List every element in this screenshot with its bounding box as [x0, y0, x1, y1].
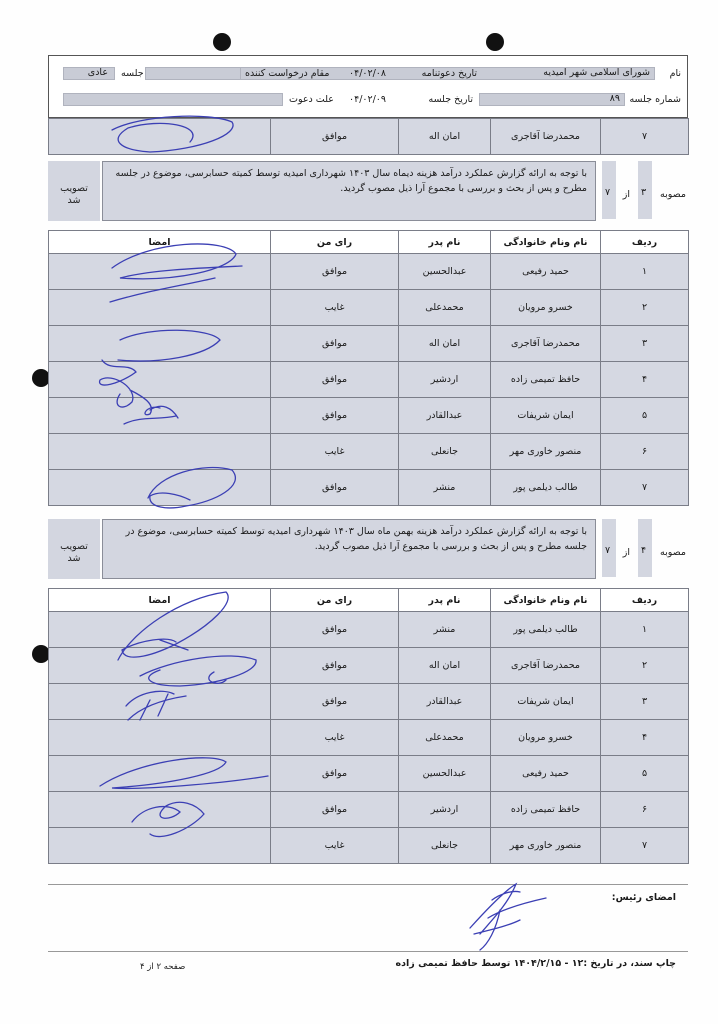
father-cell: جانعلی	[399, 434, 491, 470]
name-cell: محمدرضا آقاجری	[491, 326, 601, 362]
signature-cell	[49, 612, 271, 648]
table-row	[49, 828, 689, 864]
name-cell: محمدرضا آقاجری	[491, 119, 601, 155]
table-row	[49, 470, 689, 506]
row-number-cell: ۳	[601, 326, 689, 362]
signature-cell	[49, 398, 271, 434]
vote-cell: موافق	[271, 792, 399, 828]
father-cell: امان اله	[399, 326, 491, 362]
col-vote: رای من	[271, 589, 399, 612]
table-row	[49, 720, 689, 756]
table-header-row	[49, 589, 689, 612]
col-name: نام ونام خانوادگی	[491, 589, 601, 612]
resolution-num-box	[638, 519, 652, 577]
session-type-field	[63, 67, 115, 80]
resolution-status	[48, 161, 100, 221]
vote-cell: موافق	[271, 684, 399, 720]
table-row	[49, 756, 689, 792]
vote-cell: موافق	[271, 756, 399, 792]
council-name: شورای اسلامی شهر امیدیه	[543, 67, 650, 78]
father-cell: اردشیر	[399, 362, 491, 398]
vote-cell: موافق	[271, 362, 399, 398]
votes-table-1	[48, 230, 689, 506]
col-signature: امضا	[49, 231, 271, 254]
name-cell: منصور خاوری مهر	[491, 828, 601, 864]
father-cell: منشر	[399, 612, 491, 648]
name-cell: محمدرضا آقاجری	[491, 648, 601, 684]
resolution-of-label: از	[622, 547, 630, 558]
table-row	[49, 612, 689, 648]
signature-cell	[49, 362, 271, 398]
resolution-total-box	[602, 161, 616, 219]
name-cell: ایمان شریفات	[491, 684, 601, 720]
father-cell: محمدعلی	[399, 290, 491, 326]
signature-cell	[49, 434, 271, 470]
signature-cell	[49, 254, 271, 290]
resolution-block	[48, 515, 688, 583]
page-label: صفحه ۲ از ۴	[140, 962, 186, 972]
table-row	[49, 434, 689, 470]
resolution-total-box	[602, 519, 616, 577]
session-label: جلسه	[121, 68, 144, 79]
vote-cell: موافق	[271, 326, 399, 362]
row-number-cell: ۲	[601, 648, 689, 684]
table-header-row	[49, 231, 689, 254]
signature-cell	[49, 828, 271, 864]
name-cell: طالب دیلمی پور	[491, 612, 601, 648]
vote-cell: موافق	[271, 470, 399, 506]
name-cell: طالب دیلمی پور	[491, 470, 601, 506]
session-no: ۸۹	[609, 93, 620, 104]
resolution-number-area	[634, 157, 688, 225]
table-row	[49, 119, 689, 155]
row-number-cell: ۲	[601, 290, 689, 326]
father-cell: امان اله	[399, 648, 491, 684]
session-date: ۰۴/۰۲/۰۹	[349, 94, 387, 105]
father-cell: عبدالقادر	[399, 684, 491, 720]
vote-cell: موافق	[271, 254, 399, 290]
signature-cell	[49, 290, 271, 326]
print-line: چاپ سند، در تاریخ :۱۲ - ۱۴۰۴/۲/۱۵ توسط حافظ تمیمی زاده	[395, 958, 676, 969]
row-number-cell: ۶	[601, 434, 689, 470]
name-cell: حمید رفیعی	[491, 756, 601, 792]
father-cell: عبدالحسین	[399, 254, 491, 290]
resolution-text	[102, 161, 596, 221]
name-cell: ایمان شریفات	[491, 398, 601, 434]
table-row	[49, 362, 689, 398]
signature-cell	[49, 684, 271, 720]
table-row	[49, 326, 689, 362]
resolution-num-box	[638, 161, 652, 219]
row-number-cell: ۵	[601, 756, 689, 792]
col-name: نام ونام خانوادگی	[491, 231, 601, 254]
row-number-cell: ۳	[601, 684, 689, 720]
invite-date-label: تاریخ دعوتنامه	[421, 68, 477, 79]
session-no-label: شماره جلسه	[629, 94, 681, 105]
resolution-text	[102, 519, 596, 579]
invite-date: ۰۴/۰۲/۰۸	[349, 68, 387, 79]
resolution-label: مصوبه	[660, 547, 686, 558]
session-no-field	[479, 93, 625, 106]
punch-hole	[486, 33, 504, 51]
table-row	[49, 792, 689, 828]
vote-cell: موافق	[271, 648, 399, 684]
row-number-cell: ۶	[601, 792, 689, 828]
signature-cell	[49, 720, 271, 756]
vote-cell: موافق	[271, 398, 399, 434]
row-number-cell: ۷	[601, 828, 689, 864]
divider	[48, 951, 688, 952]
father-cell: جانعلی	[399, 828, 491, 864]
reason-label: علت دعوت	[289, 94, 334, 105]
col-father: نام پدر	[399, 589, 491, 612]
resolution-total: ۷	[605, 545, 611, 556]
table-row	[49, 398, 689, 434]
name-cell: خسرو مرویان	[491, 290, 601, 326]
divider	[48, 884, 688, 885]
vote-cell: غایب	[271, 720, 399, 756]
col-vote: رای من	[271, 231, 399, 254]
signature-cell	[49, 792, 271, 828]
resolution-status	[48, 519, 100, 579]
row-number-cell: ۱	[601, 612, 689, 648]
resolution-label: مصوبه	[660, 189, 686, 200]
top-continuation-table	[48, 118, 689, 155]
col-row: ردیف	[601, 589, 689, 612]
father-cell: منشر	[399, 470, 491, 506]
resolution-number: ۳	[641, 187, 647, 198]
row-number-cell: ۴	[601, 720, 689, 756]
name-cell: حافظ تمیمی زاده	[491, 792, 601, 828]
father-cell: عبدالقادر	[399, 398, 491, 434]
signature-cell	[49, 119, 271, 155]
row-number-cell: ۴	[601, 362, 689, 398]
table-row	[49, 254, 689, 290]
signature-cell	[49, 326, 271, 362]
vote-cell: غایب	[271, 828, 399, 864]
row-number-cell: ۱	[601, 254, 689, 290]
session-type: عادی	[87, 67, 108, 78]
resolution-text-content: با توجه به ارائه گزارش عملکرد درآمد هزینه دیماه سال ۱۴۰۳ شهرداری امیدیه توسط کمیته حسابرسی، موضوع در جلسه مطرح و پس از بحث و بررسی با مجموع آرا ذیل مصوب گردید.	[115, 168, 587, 194]
vote-cell: موافق	[271, 119, 399, 155]
reason-field	[63, 93, 283, 106]
session-header	[48, 55, 688, 118]
vote-cell: موافق	[271, 612, 399, 648]
table-row	[49, 648, 689, 684]
name-cell: حمید رفیعی	[491, 254, 601, 290]
vote-cell: غایب	[271, 434, 399, 470]
father-cell: عبدالحسین	[399, 756, 491, 792]
status-text: تصویب شد	[60, 183, 88, 206]
session-date-label: تاریخ جلسه	[428, 94, 473, 105]
table-row	[49, 684, 689, 720]
row-number-cell: ۵	[601, 398, 689, 434]
requester-label: مقام درخواست کننده	[245, 68, 330, 79]
chair-signature-label: امضای رئیس:	[611, 892, 676, 903]
table-row	[49, 290, 689, 326]
father-cell: اردشیر	[399, 792, 491, 828]
requester-field	[145, 67, 241, 80]
father-cell: امان اله	[399, 119, 491, 155]
votes-table-2	[48, 588, 689, 864]
col-signature: امضا	[49, 589, 271, 612]
resolution-block	[48, 157, 688, 225]
signature-cell	[49, 470, 271, 506]
vote-cell: غایب	[271, 290, 399, 326]
signature-cell	[49, 756, 271, 792]
resolution-number: ۴	[641, 545, 647, 556]
council-label: نام	[669, 68, 681, 79]
resolution-text-content: با توجه به ارائه گزارش عملکرد درآمد هزینه بهمن ماه سال ۱۴۰۳ شهرداری امیدیه توسط کمیته حسابرسی، موضوع در جلسه مطرح و پس از بحث و بررسی با مجموع آرا ذیل مصوب گردید.	[125, 526, 587, 552]
name-cell: منصور خاوری مهر	[491, 434, 601, 470]
status-text: تصویب شد	[60, 541, 88, 564]
resolution-total: ۷	[605, 187, 611, 198]
resolution-number-area	[634, 515, 688, 583]
resolution-of-label: از	[622, 189, 630, 200]
row-number-cell: ۷	[601, 119, 689, 155]
father-cell: محمدعلی	[399, 720, 491, 756]
name-cell: خسرو مرویان	[491, 720, 601, 756]
col-row: ردیف	[601, 231, 689, 254]
col-father: نام پدر	[399, 231, 491, 254]
name-cell: حافظ تمیمی زاده	[491, 362, 601, 398]
signature-cell	[49, 648, 271, 684]
punch-hole	[213, 33, 231, 51]
row-number-cell: ۷	[601, 470, 689, 506]
